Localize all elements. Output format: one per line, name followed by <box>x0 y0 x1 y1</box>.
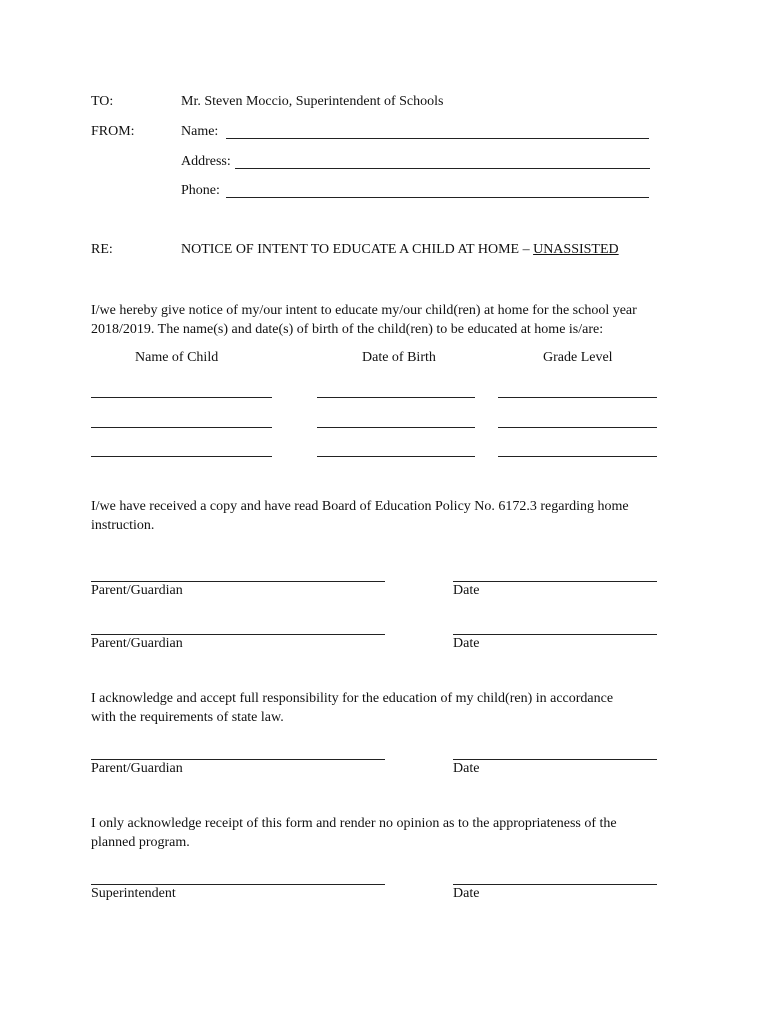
re-text: NOTICE OF INTENT TO EDUCATE A CHILD AT HOME – <box>181 242 534 257</box>
superintendent-label: Superintendent <box>91 886 176 901</box>
child-name-line[interactable] <box>91 397 272 398</box>
policy-paragraph <box>91 497 629 535</box>
child-grade-line[interactable] <box>498 456 657 457</box>
date-label: Date <box>453 636 480 651</box>
date-line[interactable] <box>453 634 657 635</box>
policy-line-2: instruction. <box>91 518 155 533</box>
receipt-line-2: planned program. <box>91 835 190 850</box>
re-subject <box>181 241 619 259</box>
child-dob-line[interactable] <box>317 456 475 457</box>
address-label: Address: <box>181 154 231 169</box>
column-header-dob: Date of Birth <box>362 350 436 365</box>
phone-field-line[interactable] <box>226 197 649 198</box>
address-field-line[interactable] <box>235 168 650 169</box>
date-label: Date <box>453 583 480 598</box>
receipt-paragraph <box>91 814 617 852</box>
responsibility-line-1: I acknowledge and accept full responsibility for the education of my child(ren) in accordance <box>91 691 614 706</box>
column-header-grade: Grade Level <box>543 350 613 365</box>
column-header-name: Name of Child <box>135 350 219 365</box>
policy-line-1: I/we have received a copy and have read Board of Education Policy No. 6172.3 regarding home <box>91 499 629 514</box>
to-value: Mr. Steven Moccio, Superintendent of Schools <box>181 94 444 109</box>
child-dob-line[interactable] <box>317 427 475 428</box>
parent-guardian-label: Parent/Guardian <box>91 636 183 651</box>
child-grade-line[interactable] <box>498 397 657 398</box>
receipt-line-1: I only acknowledge receipt of this form and render no opinion as to the appropriateness of the <box>91 816 617 831</box>
date-label: Date <box>453 761 480 776</box>
child-dob-line[interactable] <box>317 397 475 398</box>
child-name-line[interactable] <box>91 427 272 428</box>
re-emphasis: UNASSISTED <box>533 242 619 257</box>
re-label: RE: <box>91 242 113 257</box>
date-line[interactable] <box>453 884 657 885</box>
from-label: FROM: <box>91 124 135 139</box>
date-line[interactable] <box>453 759 657 760</box>
intro-paragraph <box>91 301 637 339</box>
date-label: Date <box>453 886 480 901</box>
responsibility-line-2: with the requirements of state law. <box>91 710 284 725</box>
intro-line-2: 2018/2019. The name(s) and date(s) of birth of the child(ren) to be educated at home is/are: <box>91 322 604 337</box>
intro-line-1: I/we hereby give notice of my/our intent to educate my/our child(ren) at home for the school year <box>91 303 637 318</box>
child-grade-line[interactable] <box>498 427 657 428</box>
phone-label: Phone: <box>181 183 220 198</box>
name-field-line[interactable] <box>226 138 649 139</box>
responsibility-paragraph <box>91 689 613 727</box>
name-label: Name: <box>181 124 219 139</box>
parent-guardian-label: Parent/Guardian <box>91 761 183 776</box>
date-line[interactable] <box>453 581 657 582</box>
parent-guardian-label: Parent/Guardian <box>91 583 183 598</box>
child-name-line[interactable] <box>91 456 272 457</box>
to-label: TO: <box>91 94 114 109</box>
